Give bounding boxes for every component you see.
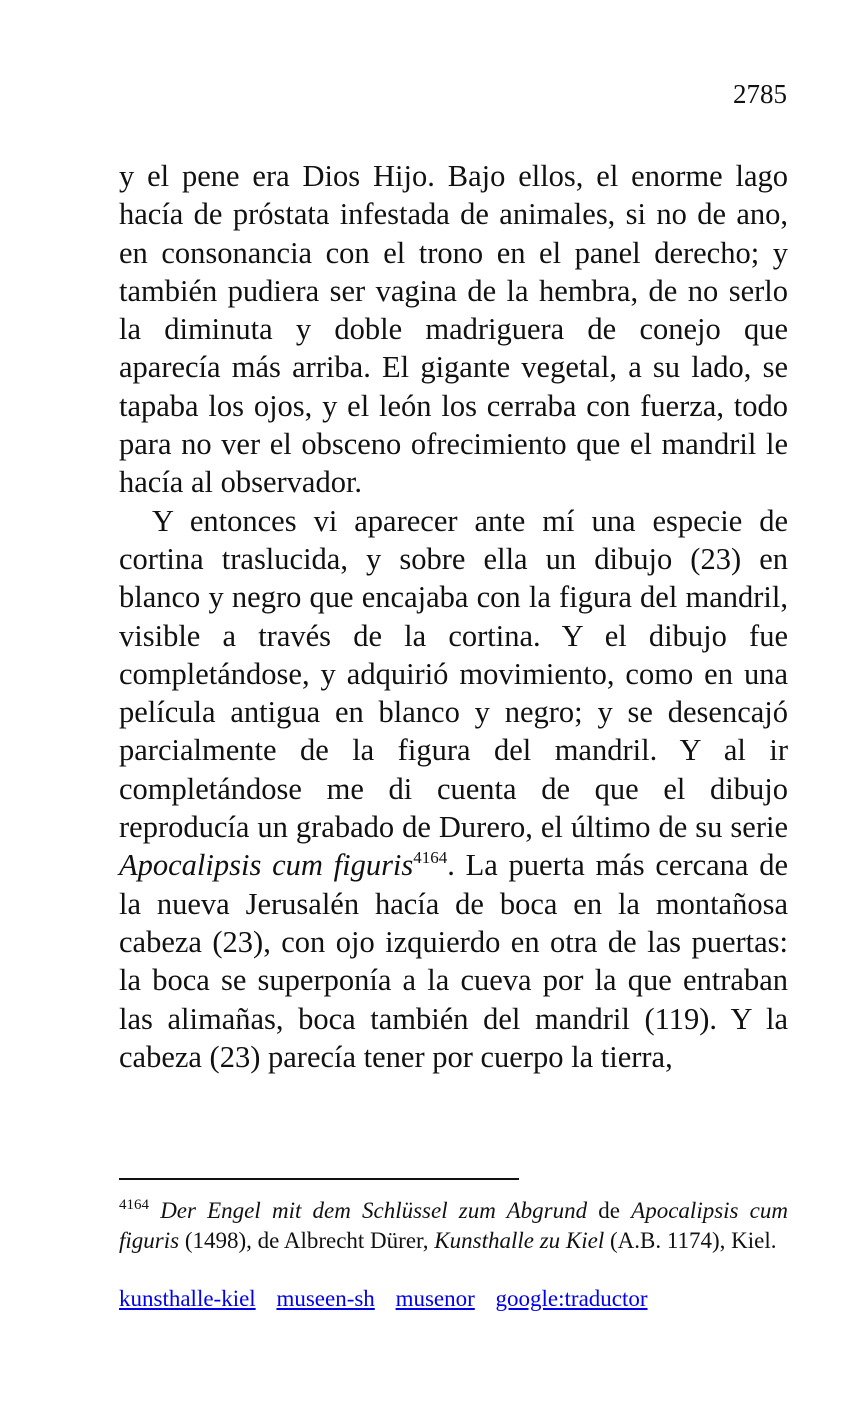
footnote-museum: Kunsthalle zu Kiel [434,1227,605,1253]
footnote-divider [119,1178,519,1180]
link-museen-sh[interactable]: museen-sh [276,1286,375,1311]
footnote-ending: (A.B. 1174), Kiel. [604,1227,777,1253]
footnote-reference[interactable]: 4164 [413,848,448,868]
body-text [119,157,788,1076]
paragraph-2 [119,502,788,1076]
footnote-number: 4164 [119,1197,149,1213]
link-google-traductor[interactable]: google:traductor [495,1286,648,1311]
footnote-connector: de [587,1198,632,1223]
page-number: 2785 [733,79,787,109]
footnote-series-title: Apocalipsis cum figuris [119,1198,788,1253]
reference-links [119,1284,663,1314]
paragraph-2-text-start: Y entonces vi aparecer ante mí una especie de cortina traslucida, y sobre ella un dibujo (23) en blanco y negro que encajaba con la figura del mandril, visible a través de la cortina. Y el dibujo fue completándose, y adquirió movimiento, como en una película antigua en blanco y negro; y se desencajó parcialmente de la figura del mandril. Y al ir completándose me di cuenta de que el dibujo reproducía un grabado de Durero, el último de su serie [119,503,788,845]
link-kunsthalle-kiel[interactable]: kunsthalle-kiel [119,1286,256,1311]
footnote-artwork-title: Der Engel mit dem Schlüssel zum Abgrund [160,1198,588,1223]
footnote-details: (1498), de Albrecht Dürer, [179,1227,435,1253]
work-title: Apocalipsis cum figuris [119,848,414,883]
paragraph-2-text-end: . La puerta más cercana de la nueva Jerusalén hacía de boca en la montañosa cabeza (23), con ojo izquierdo en otra de las puertas: la boca se superponía a la cueva por la que entraban las alimañas, boca también del mandril (119). Y la cabeza (23) parecía tener por cuerpo la tierra, [119,848,788,1074]
paragraph-1: y el pene era Dios Hijo. Bajo ellos, el enorme lago hacía de próstata infestada de animales, si no de ano, en consonancia con el trono en el panel derecho; y también pudiera ser vagina de la hembra, de no serlo la diminuta y doble madriguera de conejo que aparecía más arriba. El gigante vegetal, a su lado, se tapaba los ojos, y el león los cerraba con fuerza, todo para no ver el obsceno ofrecimiento que el mandril le hacía al observador. [119,159,788,500]
link-musenor[interactable]: musenor [395,1286,475,1311]
footnote [119,1196,788,1255]
